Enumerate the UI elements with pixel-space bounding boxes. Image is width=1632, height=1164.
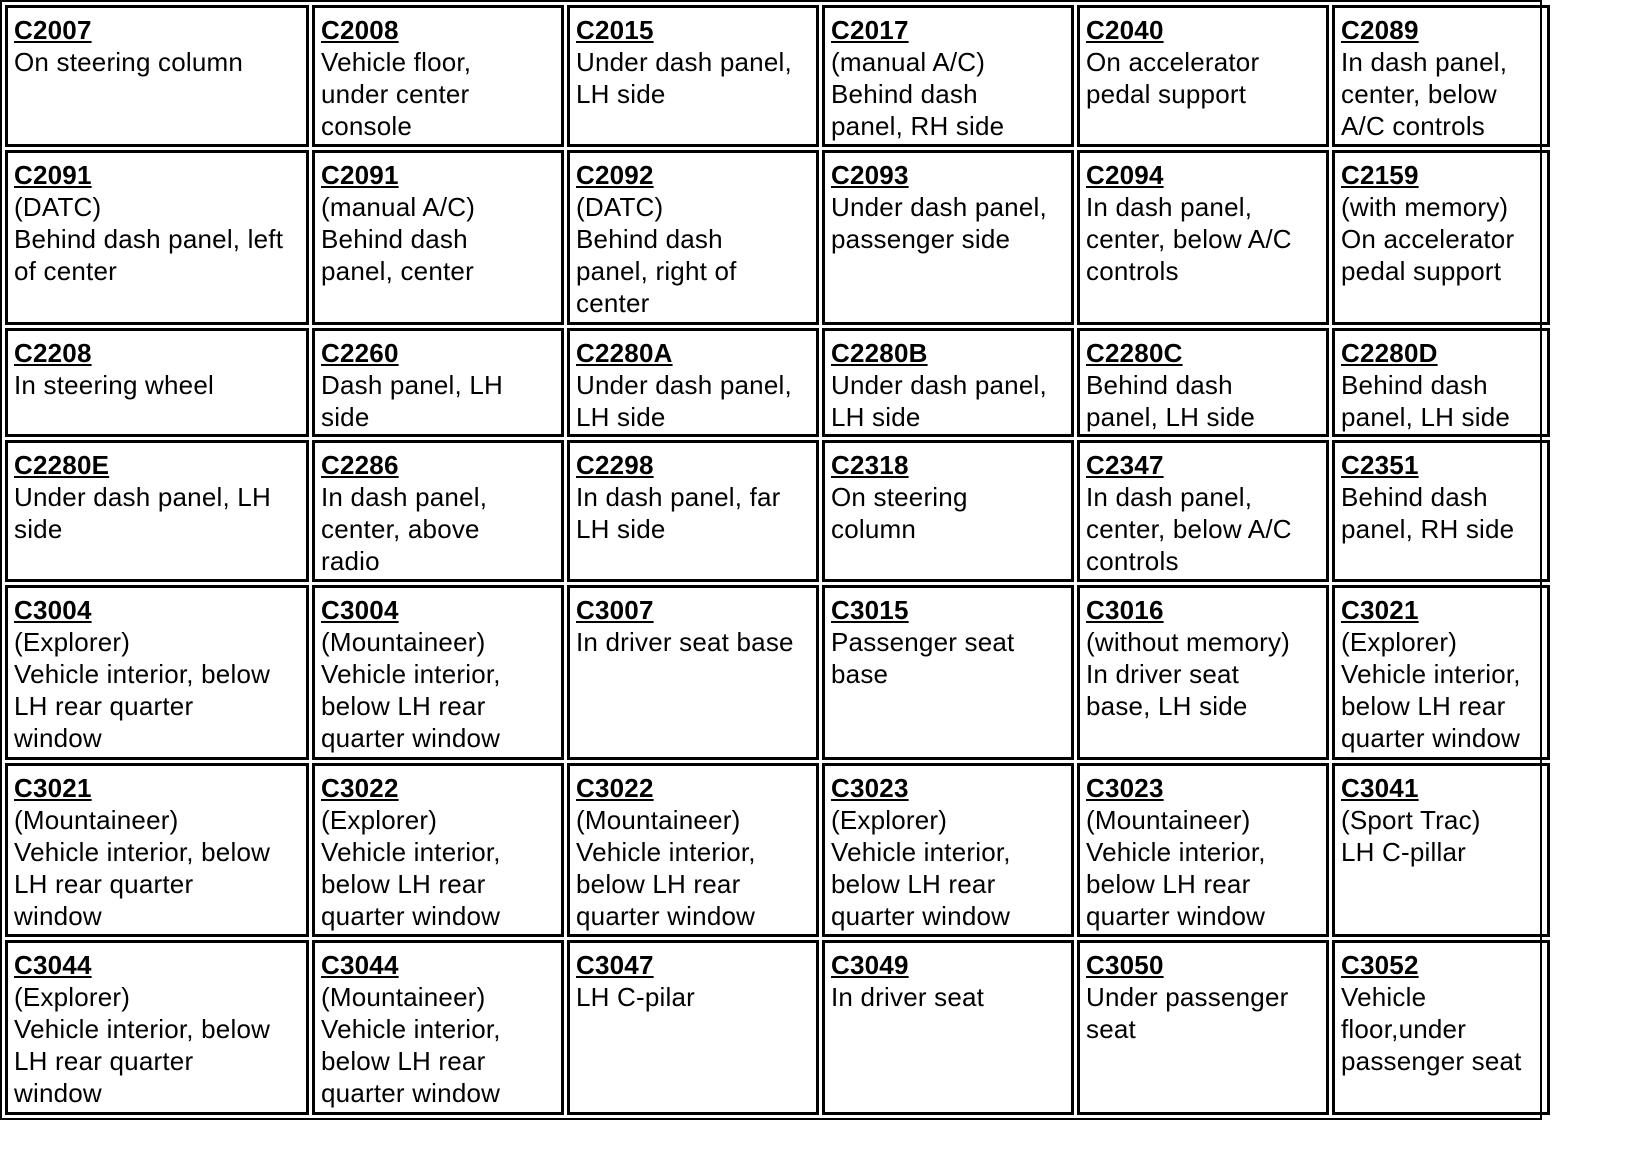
connector-code: C2089 <box>1341 15 1419 45</box>
connector-code: C3022 <box>321 772 399 803</box>
connector-location: In dash panel, center, below A/C controls <box>1086 482 1292 577</box>
connector-code: C2280B <box>831 337 928 368</box>
connector-location: Dash panel, LH side <box>321 369 504 432</box>
connector-code: C2208 <box>14 337 92 368</box>
connector-location: Under passenger seat <box>1086 982 1289 1045</box>
connector-location: (manual A/C) Behind dash panel, center <box>321 192 476 287</box>
table-row <box>5 440 1550 582</box>
connector-location: LH C-pilar <box>576 982 696 1013</box>
connector-code: C3044 <box>14 950 92 981</box>
connector-location: In dash panel, far LH side <box>576 482 781 545</box>
connector-location: (Mountaineer) Vehicle interior, below LH rear quarter window <box>1086 804 1266 931</box>
table-row <box>5 763 1550 938</box>
connector-location: (Mountaineer) Vehicle interior, below LH rear quarter window <box>321 627 501 754</box>
connector-cell <box>1077 940 1329 1115</box>
connector-location: (Explorer) Vehicle interior, below LH rear quarter window <box>1341 627 1521 754</box>
connector-location: Under dash panel, LH side <box>14 482 271 545</box>
table-row <box>5 940 1550 1115</box>
connector-location: Under dash panel, LH side <box>576 369 792 432</box>
connector-cell <box>312 440 564 582</box>
connector-location: Behind dash panel, LH side <box>1341 369 1511 432</box>
connector-cell <box>5 5 309 147</box>
connector-code: C3015 <box>831 595 909 626</box>
connector-location: Behind dash panel, RH side <box>1341 482 1515 545</box>
connector-code: C2008 <box>321 15 399 45</box>
connector-cell <box>567 5 819 147</box>
connector-cell <box>1332 585 1550 760</box>
connector-cell <box>5 585 309 760</box>
connector-cell <box>1332 5 1550 147</box>
connector-code: C3021 <box>1341 595 1419 626</box>
connector-cell <box>312 328 564 438</box>
connector-cell <box>1077 440 1329 582</box>
connector-cell <box>567 940 819 1115</box>
connector-cell <box>1332 440 1550 582</box>
connector-cell <box>1077 585 1329 760</box>
connector-code: C2280D <box>1341 337 1438 368</box>
connector-location: Under dash panel, LH side <box>831 369 1047 432</box>
connector-code: C2280E <box>14 450 110 481</box>
connector-code: C2040 <box>1086 15 1164 45</box>
connector-cell <box>5 940 309 1115</box>
connector-cell <box>312 763 564 938</box>
connector-code: C2280A <box>576 337 673 368</box>
connector-cell <box>567 150 819 325</box>
table-row <box>5 585 1550 760</box>
connector-cell <box>312 585 564 760</box>
connector-location: On steering column <box>831 482 968 545</box>
connector-code: C2094 <box>1086 160 1164 191</box>
connector-cell <box>567 585 819 760</box>
connector-code: C2007 <box>14 15 92 45</box>
connector-code: C2280C <box>1086 337 1183 368</box>
connector-code: C3041 <box>1341 772 1419 803</box>
table-body <box>5 5 1550 1115</box>
connector-location: (Mountaineer) Vehicle interior, below LH rear quarter window <box>14 804 271 931</box>
connector-location: (DATC) Behind dash panel, right of center <box>576 192 737 319</box>
connector-cell <box>822 5 1074 147</box>
connector-code: C3052 <box>1341 950 1419 981</box>
connector-code: C2015 <box>576 15 654 45</box>
connector-cell <box>312 5 564 147</box>
connector-code: C2351 <box>1341 450 1419 481</box>
connector-code: C2347 <box>1086 450 1164 481</box>
connector-location: Behind dash panel, LH side <box>1086 369 1256 432</box>
connector-code: C3050 <box>1086 950 1164 981</box>
connector-cell <box>567 763 819 938</box>
connector-location: (Mountaineer) Vehicle interior, below LH rear quarter window <box>576 804 756 931</box>
connector-location: In steering wheel <box>14 369 214 400</box>
connector-location: (Explorer) Vehicle interior, below LH rear quarter window <box>831 804 1011 931</box>
connector-code: C3044 <box>321 950 399 981</box>
connector-location: (Mountaineer) Vehicle interior, below LH rear quarter window <box>321 982 501 1109</box>
connector-location: On accelerator pedal support <box>1086 47 1260 109</box>
connector-cell <box>822 763 1074 938</box>
connector-code: C2093 <box>831 160 909 191</box>
table-row <box>5 328 1550 438</box>
connector-code: C2260 <box>321 337 399 368</box>
connector-location: On steering column <box>14 47 244 77</box>
connector-code: C2091 <box>14 160 92 191</box>
connector-cell <box>1077 328 1329 438</box>
connector-code: C2092 <box>576 160 654 191</box>
connector-code: C3023 <box>831 772 909 803</box>
connector-code: C3049 <box>831 950 909 981</box>
connector-cell <box>822 328 1074 438</box>
connector-cell <box>822 150 1074 325</box>
connector-code: C3004 <box>321 595 399 626</box>
connector-location: In driver seat base <box>576 627 794 658</box>
connector-location: Passenger seat base <box>831 627 1015 690</box>
connector-cell <box>822 585 1074 760</box>
connector-location: In dash panel, center, above radio <box>321 482 488 577</box>
table-row <box>5 5 1550 147</box>
table-row <box>5 150 1550 325</box>
connector-code: C3004 <box>14 595 92 626</box>
connector-location: (Explorer) Vehicle interior, below LH rear quarter window <box>321 804 501 931</box>
connector-cell <box>822 440 1074 582</box>
connector-code: C2017 <box>831 15 909 45</box>
connector-code: C2091 <box>321 160 399 191</box>
connector-code: C2159 <box>1341 160 1419 191</box>
connector-location: In driver seat <box>831 982 985 1013</box>
connector-location-table <box>2 2 1553 1118</box>
connector-code: C2318 <box>831 450 909 481</box>
connector-code: C3021 <box>14 772 92 803</box>
connector-code: C3007 <box>576 595 654 626</box>
connector-location: (Sport Trac) LH C-pillar <box>1341 804 1481 867</box>
connector-location: (Explorer) Vehicle interior, below LH rear quarter window <box>14 982 271 1109</box>
connector-code: C3022 <box>576 772 654 803</box>
connector-code: C2286 <box>321 450 399 481</box>
connector-location: In dash panel, center, below A/C controls <box>1341 47 1508 141</box>
connector-cell <box>1332 328 1550 438</box>
connector-cell <box>5 328 309 438</box>
connector-location: Vehicle floor,under passenger seat <box>1341 982 1522 1077</box>
connector-cell <box>1077 150 1329 325</box>
connector-cell <box>822 940 1074 1115</box>
connector-cell <box>312 940 564 1115</box>
connector-code: C3023 <box>1086 772 1164 803</box>
connector-location: (Explorer) Vehicle interior, below LH rear quarter window <box>14 627 271 754</box>
connector-cell <box>1332 763 1550 938</box>
connector-cell <box>312 150 564 325</box>
connector-location: Under dash panel, passenger side <box>831 192 1047 255</box>
connector-location: In dash panel, center, below A/C controls <box>1086 192 1292 287</box>
connector-location: Under dash panel, LH side <box>576 47 792 109</box>
connector-location: (manual A/C) Behind dash panel, RH side <box>831 47 1005 141</box>
connector-location: (DATC) Behind dash panel, left of center <box>14 192 284 287</box>
connector-code: C3016 <box>1086 595 1164 626</box>
connector-code: C3047 <box>576 950 654 981</box>
connector-cell <box>5 763 309 938</box>
connector-location: (with memory) On accelerator pedal support <box>1341 192 1515 287</box>
connector-cell <box>1077 5 1329 147</box>
connector-location: Vehicle floor, under center console <box>321 47 472 141</box>
connector-cell <box>567 440 819 582</box>
connector-cell <box>1332 150 1550 325</box>
connector-cell <box>5 440 309 582</box>
connector-cell <box>567 328 819 438</box>
connector-cell <box>1332 940 1550 1115</box>
connector-cell <box>5 150 309 325</box>
connector-cell <box>1077 763 1329 938</box>
connector-code: C2298 <box>576 450 654 481</box>
connector-location: (without memory) In driver seat base, LH side <box>1086 627 1291 722</box>
